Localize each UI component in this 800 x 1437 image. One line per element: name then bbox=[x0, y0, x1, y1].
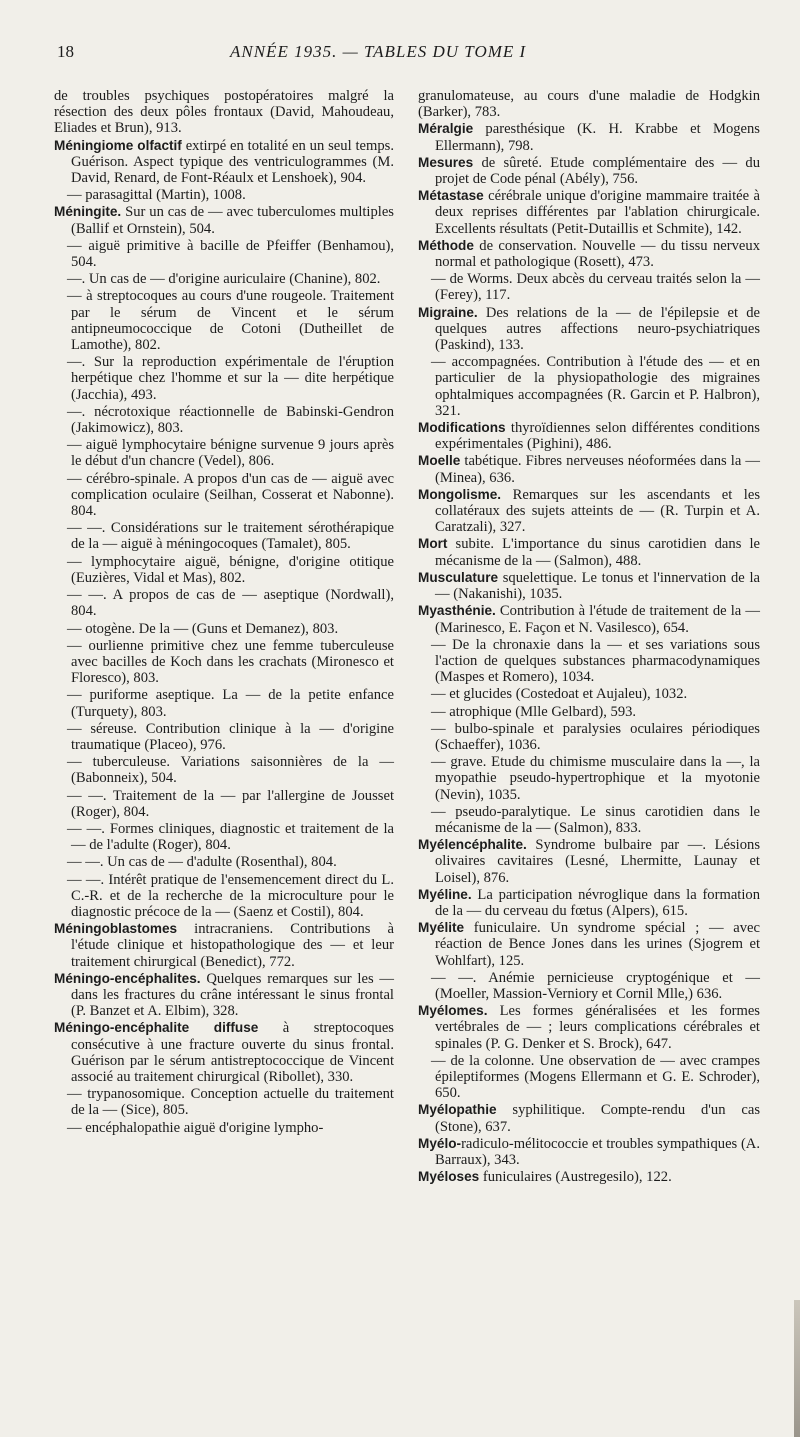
index-entry-text: Quelques remarques sur les — dans les fractures du crâne intéressant le sinus frontal (P. Banzet et A. Elbim), 328. bbox=[71, 970, 394, 1020]
index-subentry bbox=[418, 1053, 760, 1102]
index-entry-text: — otogène. De la — (Guns et Demanez), 803. bbox=[67, 620, 339, 637]
index-subentry bbox=[54, 437, 394, 469]
index-subentry bbox=[54, 821, 394, 853]
index-entry-continuation bbox=[54, 88, 394, 137]
index-entry-headword: Mesures bbox=[418, 154, 474, 170]
index-entry-text: —. nécrotoxique réactionnelle de Babinski-Gendron (Jakimowicz), 803. bbox=[67, 403, 394, 437]
index-subentry bbox=[418, 271, 760, 303]
index-entry-text: extirpé en totalité en un seul temps. Guérison. Aspect typique des ventriculogrammes (M. David, Renard, de Font-Réaulx et Lenshoek), 904. bbox=[71, 137, 394, 187]
index-entry bbox=[418, 487, 760, 536]
index-entry-text: Syndrome bulbaire par —. Lésions olivaires cavitaires (Lesné, Lhermitte, Launay et Loisel), 876. bbox=[435, 837, 760, 886]
index-entry-headword: Myélopathie bbox=[418, 1102, 497, 1118]
index-subentry bbox=[54, 587, 394, 619]
index-entry-text: funiculaires (Austregesilo), 122. bbox=[479, 1169, 672, 1186]
index-subentry bbox=[418, 637, 760, 686]
index-entry-headword: Méningo-encéphalites. bbox=[54, 970, 201, 986]
index-entry bbox=[418, 155, 760, 187]
index-entry bbox=[418, 837, 760, 886]
index-entry-text: Remarques sur les ascendants et les collatéraux des sujets atteints de — (R. Turpin et A. Caratzali), 327. bbox=[435, 486, 760, 536]
index-entry-text: — —. Traitement de la — par l'allergine de Jousset (Roger), 804. bbox=[67, 787, 394, 820]
index-entry-text: — séreuse. Contribution clinique à la — d'origine traumatique (Placeo), 976. bbox=[67, 720, 394, 753]
index-entry-text: à streptocoques consécutive à une fracture ouverte du sinus frontal. Guérison par le sérum antistreptococcique de Vincent associé au traitement chirurgical (Ribollet), 330. bbox=[71, 1020, 394, 1085]
index-entry-text: — encéphalopathie aiguë d'origine lympho- bbox=[67, 1119, 324, 1136]
index-entry bbox=[418, 420, 760, 452]
index-entry-text: Contribution à l'étude de traitement de la — (Marinesco, E. Façon et N. Vasilesco), 654. bbox=[435, 603, 760, 636]
index-subentry bbox=[54, 854, 394, 870]
index-entry-text: — ourlienne primitive chez une femme tuberculeuse avec bacilles de Koch dans les crachats (Mironesco et Floresco), 803. bbox=[67, 637, 394, 687]
index-entry-headword: Méthode bbox=[418, 237, 474, 253]
index-subentry bbox=[54, 404, 394, 436]
index-entry-text: — et glucides (Costedoat et Aujaleu), 1032. bbox=[431, 686, 688, 703]
index-entry-text: squelettique. Le tonus et l'innervation de la — (Nakanishi), 1035. bbox=[435, 569, 760, 603]
page-edge-shadow bbox=[794, 1300, 800, 1437]
index-entry-text: intracraniens. Contributions à l'étude clinique et histopathologique des — et leur traitement chirurgical (Benedict), 772. bbox=[71, 921, 394, 970]
index-subentry bbox=[54, 288, 394, 353]
index-entry-headword: Méralgie bbox=[418, 121, 474, 137]
index-entry-text: de troubles psychiques postopératoires malgré la résection des deux pôles frontaux (David, Mahoudeau, Eliades et Brun), 913. bbox=[54, 88, 394, 137]
index-subentry bbox=[418, 721, 760, 753]
index-subentry bbox=[54, 788, 394, 820]
index-subentry bbox=[54, 1086, 394, 1118]
index-entry-text: — tuberculeuse. Variations saisonnières de la — (Babonneix), 504. bbox=[67, 754, 394, 787]
index-entry-headword: Méningiome olfactif bbox=[54, 137, 182, 153]
index-entry bbox=[54, 921, 394, 970]
index-entry-text: thyroïdiennes selon différentes conditions expérimentales (Pighini), 486. bbox=[435, 420, 760, 453]
index-entry-text: radiculo-mélitococcie et troubles sympathiques (A. Barraux), 343. bbox=[435, 1135, 760, 1168]
index-subentry bbox=[54, 754, 394, 786]
index-subentry bbox=[418, 754, 760, 803]
index-subentry bbox=[54, 687, 394, 719]
index-entry bbox=[418, 1102, 760, 1134]
index-entry-text: — pseudo-paralytique. Le sinus carotidien dans le mécanisme de la — (Salmon), 833. bbox=[431, 803, 760, 836]
index-entry-text: cérébrale unique d'origine mammaire traitée à deux reprises différentes par l'ablation chirurgicale. Excellents résultats (Petit-Dutaillis et Schmite), 142. bbox=[435, 188, 760, 237]
index-entry-text: de sûreté. Etude complémentaire des — du projet de Code pénal (Abély), 756. bbox=[435, 154, 760, 188]
index-entry-text: — —. Formes cliniques, diagnostic et traitement de la — de l'adulte (Roger), 804. bbox=[67, 820, 394, 854]
index-entry bbox=[54, 1020, 394, 1085]
index-entry-text: — cérébro-spinale. A propos d'un cas de — aiguë avec complication oculaire (Seilhan, Cosserat et Nabonne). 804. bbox=[67, 470, 394, 520]
index-entry-headword: Myasthénie. bbox=[418, 603, 496, 619]
index-entry-text: — —. Un cas de — d'adulte (Rosenthal), 804. bbox=[67, 854, 337, 871]
index-entry-text: — accompagnées. Contribution à l'étude des — et en particulier de la physiopathologie des migraines ophtalmiques accompagnées (R. Garcin et P. Halbron), 321. bbox=[431, 354, 760, 419]
index-subentry bbox=[54, 1120, 394, 1136]
index-entry-headword: Moelle bbox=[418, 453, 461, 469]
index-subentry bbox=[418, 804, 760, 836]
index-entry bbox=[418, 453, 760, 485]
index-entry-text: —. Sur la reproduction expérimentale de l'éruption herpétique chez l'homme et sur la — dite herpétique (Jacchia), 493. bbox=[67, 354, 394, 403]
left-column bbox=[54, 88, 394, 1137]
index-entry-text: — de Worms. Deux abcès du cerveau traités selon la — (Ferey), 117. bbox=[431, 271, 760, 304]
index-subentry bbox=[54, 638, 394, 687]
index-entry-text: funiculaire. Un syndrome spécial ; — avec réaction de Bence Jones dans les urines (Sjogrem et Wohlfart), 125. bbox=[435, 920, 760, 969]
index-entry-headword: Myéloses bbox=[418, 1169, 480, 1185]
index-subentry bbox=[54, 872, 394, 921]
index-subentry bbox=[418, 354, 760, 419]
index-entry-headword: Myélite bbox=[418, 920, 465, 936]
index-subentry bbox=[54, 354, 394, 403]
index-entry-headword: Myélencéphalite. bbox=[418, 837, 527, 853]
index-subentry bbox=[54, 554, 394, 586]
index-entry bbox=[418, 188, 760, 237]
index-entry bbox=[418, 920, 760, 969]
index-subentry bbox=[54, 621, 394, 637]
index-entry bbox=[418, 603, 760, 635]
index-entry-headword: Mongolisme. bbox=[418, 486, 502, 502]
page-number: 18 bbox=[57, 42, 74, 61]
index-entry-text: — bulbo-spinale et paralysies oculaires périodiques (Schaeffer), 1036. bbox=[431, 720, 760, 753]
index-entry bbox=[418, 121, 760, 153]
right-column bbox=[418, 88, 760, 1186]
index-entry-headword: Myélomes. bbox=[418, 1003, 488, 1019]
index-entry-text: tabétique. Fibres nerveuses néoformées dans la — (Minea), 636. bbox=[435, 453, 760, 486]
index-entry-text: Sur un cas de — avec tuberculomes multiples (Ballif et Ornstein), 504. bbox=[71, 204, 394, 237]
index-entry-text: — —. A propos de cas de — aseptique (Nordwall), 804. bbox=[67, 587, 394, 620]
index-entry bbox=[418, 536, 760, 568]
index-entry bbox=[418, 1169, 760, 1185]
index-entry-continuation bbox=[418, 88, 760, 120]
index-entry-text: Les formes généralisées et les formes vertébrales de — ; leurs complications cérébrales et spinales (P. G. Denker et S. Brock), 647. bbox=[435, 1003, 760, 1052]
index-entry bbox=[418, 238, 760, 270]
index-entry-headword: Migraine. bbox=[418, 304, 478, 320]
index-subentry bbox=[418, 970, 760, 1002]
index-entry-text: — atrophique (Mlle Gelbard), 593. bbox=[431, 703, 637, 720]
index-entry-text: — —. Intérêt pratique de l'ensemencement direct du L. C.-R. et de la recherche de la microculture pour le diagnostic précoce de la — (Saenz et Costil), 804. bbox=[67, 871, 394, 920]
index-entry-headword: Modifications bbox=[418, 420, 506, 436]
index-entry-text: paresthésique (K. H. Krabbe et Mogens Ellermann), 798. bbox=[435, 121, 760, 154]
index-entry bbox=[418, 1003, 760, 1052]
index-entry-headword: Musculature bbox=[418, 569, 499, 585]
index-entry-text: — De la chronaxie dans la — et ses variations sous l'action de quelques substances pharmacodynamiques (Maspes et Romero), 1034. bbox=[431, 636, 760, 686]
index-entry bbox=[54, 204, 394, 236]
index-entry-text: — parasagittal (Martin), 1008. bbox=[67, 187, 246, 204]
index-entry-text: syphilitique. Compte-rendu d'un cas (Stone), 637. bbox=[435, 1102, 760, 1135]
index-entry-headword: Méningite. bbox=[54, 204, 122, 220]
index-entry-text: — —. Considérations sur le traitement sérothérapique de la — aiguë à méningocoques (Tamalet), 805. bbox=[67, 520, 394, 553]
index-entry-text: — lymphocytaire aiguë, bénigne, d'origine otitique (Euzières, Vidal et Mas), 802. bbox=[67, 553, 394, 586]
index-entry-text: Des relations de la — de l'épilepsie et de quelques autres affections neuro-psychiatriques (Paskind), 133. bbox=[435, 304, 760, 354]
index-subentry bbox=[54, 187, 394, 203]
index-entry-headword: Métastase bbox=[418, 188, 484, 204]
index-entry-text: — grave. Etude du chimisme musculaire dans la —, la myopathie pseudo-hypertrophique et la myotonie (Nevin), 1035. bbox=[431, 754, 760, 803]
index-entry-text: — —. Anémie pernicieuse cryptogénique et — (Moeller, Massion-Verniory et Cornil Mlle,) 636. bbox=[431, 969, 760, 1002]
index-entry-text: — de la colonne. Une observation de — avec crampes épileptiformes (Mogens Ellermann et G. E. Schroder), 650. bbox=[431, 1052, 760, 1102]
index-entry-headword: Myélo- bbox=[418, 1135, 462, 1151]
index-subentry bbox=[54, 721, 394, 753]
index-entry-headword: Myéline. bbox=[418, 886, 472, 902]
index-subentry bbox=[418, 704, 760, 720]
index-entry bbox=[418, 570, 760, 602]
index-subentry bbox=[54, 238, 394, 270]
index-subentry bbox=[54, 271, 394, 287]
index-entry-text: La participation névroglique dans la formation de la — du cerveau du fœtus (Alpers), 615. bbox=[435, 886, 760, 919]
index-entry-text: — puriforme aseptique. La — de la petite enfance (Turquety), 803. bbox=[67, 687, 394, 720]
index-entry-text: — aiguë primitive à bacille de Pfeiffer (Benhamou), 504. bbox=[67, 237, 394, 271]
index-entry bbox=[54, 138, 394, 187]
index-entry bbox=[418, 1136, 760, 1168]
index-entry-text: — trypanosomique. Conception actuelle du traitement de la — (Sice), 805. bbox=[67, 1086, 394, 1119]
index-entry bbox=[418, 305, 760, 354]
index-entry-headword: Mort bbox=[418, 536, 448, 552]
running-head: ANNÉE 1935. — TABLES DU TOME I bbox=[230, 42, 527, 61]
index-subentry bbox=[54, 471, 394, 520]
index-entry-text: subite. L'importance du sinus carotidien dans le mécanisme de la — (Salmon), 488. bbox=[435, 536, 760, 569]
index-subentry bbox=[54, 520, 394, 552]
index-subentry bbox=[418, 686, 760, 702]
index-entry bbox=[54, 971, 394, 1020]
index-entry-text: —. Un cas de — d'origine auriculaire (Chanine), 802. bbox=[67, 271, 381, 288]
index-entry-headword: Méningoblastomes bbox=[54, 921, 178, 937]
index-entry-headword: Méningo-encéphalite diffuse bbox=[54, 1020, 259, 1036]
index-entry-text: de conservation. Nouvelle — du tissu nerveux normal et pathologique (Rosett), 473. bbox=[435, 237, 760, 271]
index-entry-text: — à streptocoques au cours d'une rougeole. Traitement par le sérum de Vincent et le sérum antipneumococcique de Cotoni (Dutheillet de Lamothe), 802. bbox=[67, 288, 394, 354]
index-entry-text: granulomateuse, au cours d'une maladie de Hodgkin (Barker), 783. bbox=[418, 88, 760, 121]
index-entry bbox=[418, 887, 760, 919]
index-entry-text: — aiguë lymphocytaire bénigne survenue 9 jours après le début d'un chancre (Vedel), 806. bbox=[67, 437, 394, 470]
